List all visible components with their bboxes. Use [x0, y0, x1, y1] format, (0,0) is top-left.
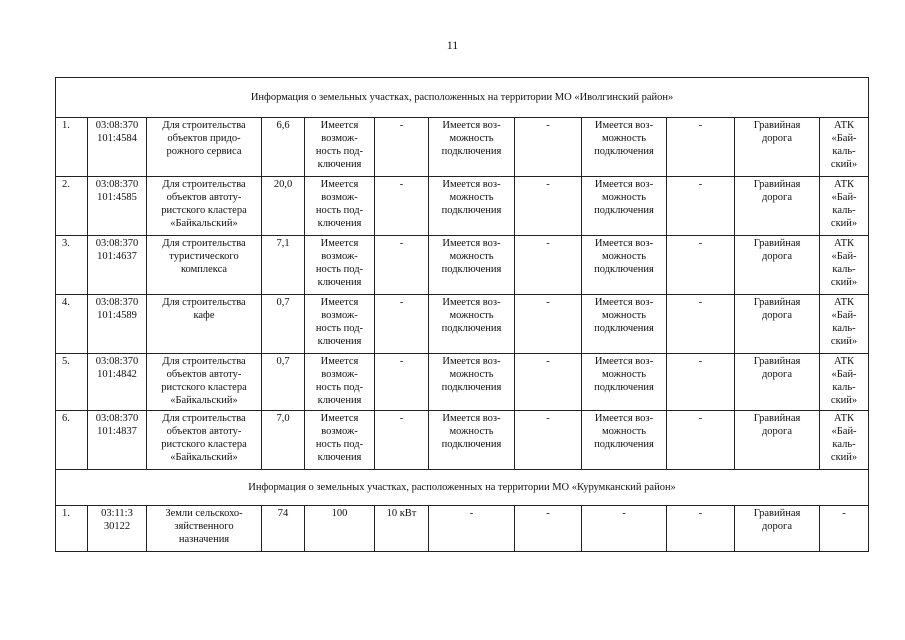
utility-2: -: [375, 177, 429, 236]
utility-4: -: [515, 295, 582, 354]
utility-3: Имеется воз- можность подключения: [429, 354, 515, 411]
utility-6: -: [667, 354, 735, 411]
utility-4: -: [515, 118, 582, 177]
area-ha: 7,1: [262, 236, 305, 295]
utility-2: -: [375, 411, 429, 470]
cadastral-number: 03:11:3 30122: [88, 506, 147, 552]
row-number: 1.: [56, 506, 88, 552]
permitted-use: Для строительства объектов автоту- ристского кластера «Байкальский»: [147, 177, 262, 236]
utility-3: -: [429, 506, 515, 552]
utility-3: Имеется воз- можность подключения: [429, 236, 515, 295]
utility-3: Имеется воз- можность подключения: [429, 411, 515, 470]
zone: АТК «Бай- каль- ский»: [820, 295, 869, 354]
section-header-row: [56, 470, 869, 506]
utility-3: Имеется воз- можность подключения: [429, 118, 515, 177]
table-row: [56, 506, 869, 552]
utility-4: -: [515, 236, 582, 295]
section-title: Информация о земельных участках, расположенных на территории МО «Иволгинский район»: [56, 78, 869, 118]
row-number: 3.: [56, 236, 88, 295]
permitted-use: Для строительства объектов автоту- ристского кластера «Байкальский»: [147, 411, 262, 470]
area-ha: 0,7: [262, 295, 305, 354]
cadastral-number: 03:08:370 101:4637: [88, 236, 147, 295]
row-number: 5.: [56, 354, 88, 411]
utility-2: -: [375, 236, 429, 295]
utility-1: Имеется возмож- ность под- ключения: [305, 177, 375, 236]
utility-1: Имеется возмож- ность под- ключения: [305, 295, 375, 354]
permitted-use: Земли сельскохо- зяйственного назначения: [147, 506, 262, 552]
zone: АТК «Бай- каль- ский»: [820, 118, 869, 177]
zone: АТК «Бай- каль- ский»: [820, 177, 869, 236]
area-ha: 74: [262, 506, 305, 552]
utility-6: -: [667, 411, 735, 470]
utility-5: Имеется воз- можность подключения: [582, 295, 667, 354]
table-row: [56, 354, 869, 411]
utility-5: Имеется воз- можность подключения: [582, 177, 667, 236]
section-title: Информация о земельных участках, расположенных на территории МО «Курумканский район»: [56, 470, 869, 506]
zone: АТК «Бай- каль- ский»: [820, 411, 869, 470]
utility-6: -: [667, 177, 735, 236]
utility-5: Имеется воз- можность подключения: [582, 236, 667, 295]
cadastral-number: 03:08:370 101:4589: [88, 295, 147, 354]
utility-2: -: [375, 118, 429, 177]
utility-6: -: [667, 506, 735, 552]
road-access: Гравийная дорога: [735, 295, 820, 354]
utility-3: Имеется воз- можность подключения: [429, 295, 515, 354]
utility-2: -: [375, 295, 429, 354]
area-ha: 0,7: [262, 354, 305, 411]
table-row: [56, 295, 869, 354]
row-number: 4.: [56, 295, 88, 354]
utility-5: Имеется воз- можность подключения: [582, 354, 667, 411]
utility-4: -: [515, 411, 582, 470]
section-header-row: [56, 78, 869, 118]
area-ha: 6,6: [262, 118, 305, 177]
permitted-use: Для строительства кафе: [147, 295, 262, 354]
table-row: [56, 411, 869, 470]
utility-2: -: [375, 354, 429, 411]
utility-6: -: [667, 236, 735, 295]
area-ha: 20,0: [262, 177, 305, 236]
utility-3: Имеется воз- можность подключения: [429, 177, 515, 236]
table-row: [56, 118, 869, 177]
permitted-use: Для строительства туристического комплекса: [147, 236, 262, 295]
row-number: 2.: [56, 177, 88, 236]
zone: АТК «Бай- каль- ский»: [820, 354, 869, 411]
land-plots-table: [55, 77, 869, 552]
utility-5: Имеется воз- можность подключения: [582, 118, 667, 177]
utility-4: -: [515, 506, 582, 552]
road-access: Гравийная дорога: [735, 411, 820, 470]
permitted-use: Для строительства объектов придо- рожного сервиса: [147, 118, 262, 177]
road-access: Гравийная дорога: [735, 118, 820, 177]
road-access: Гравийная дорога: [735, 177, 820, 236]
row-number: 6.: [56, 411, 88, 470]
utility-1: Имеется возмож- ность под- ключения: [305, 411, 375, 470]
utility-4: -: [515, 177, 582, 236]
road-access: Гравийная дорога: [735, 354, 820, 411]
cadastral-number: 03:08:370 101:4584: [88, 118, 147, 177]
utility-6: -: [667, 295, 735, 354]
zone: -: [820, 506, 869, 552]
permitted-use: Для строительства объектов автоту- ристского кластера «Байкальский»: [147, 354, 262, 411]
utility-4: -: [515, 354, 582, 411]
utility-1: Имеется возмож- ность под- ключения: [305, 236, 375, 295]
row-number: 1.: [56, 118, 88, 177]
zone: АТК «Бай- каль- ский»: [820, 236, 869, 295]
road-access: Гравийная дорога: [735, 236, 820, 295]
cadastral-number: 03:08:370 101:4842: [88, 354, 147, 411]
utility-2: 10 кВт: [375, 506, 429, 552]
utility-1: 100: [305, 506, 375, 552]
cadastral-number: 03:08:370 101:4585: [88, 177, 147, 236]
utility-1: Имеется возмож- ность под- ключения: [305, 354, 375, 411]
table-row: [56, 236, 869, 295]
utility-5: -: [582, 506, 667, 552]
utility-6: -: [667, 118, 735, 177]
utility-1: Имеется возмож- ность под- ключения: [305, 118, 375, 177]
cadastral-number: 03:08:370 101:4837: [88, 411, 147, 470]
utility-5: Имеется воз- можность подключения: [582, 411, 667, 470]
page-number: 11: [446, 38, 459, 52]
area-ha: 7,0: [262, 411, 305, 470]
road-access: Гравийная дорога: [735, 506, 820, 552]
table-row: [56, 177, 869, 236]
